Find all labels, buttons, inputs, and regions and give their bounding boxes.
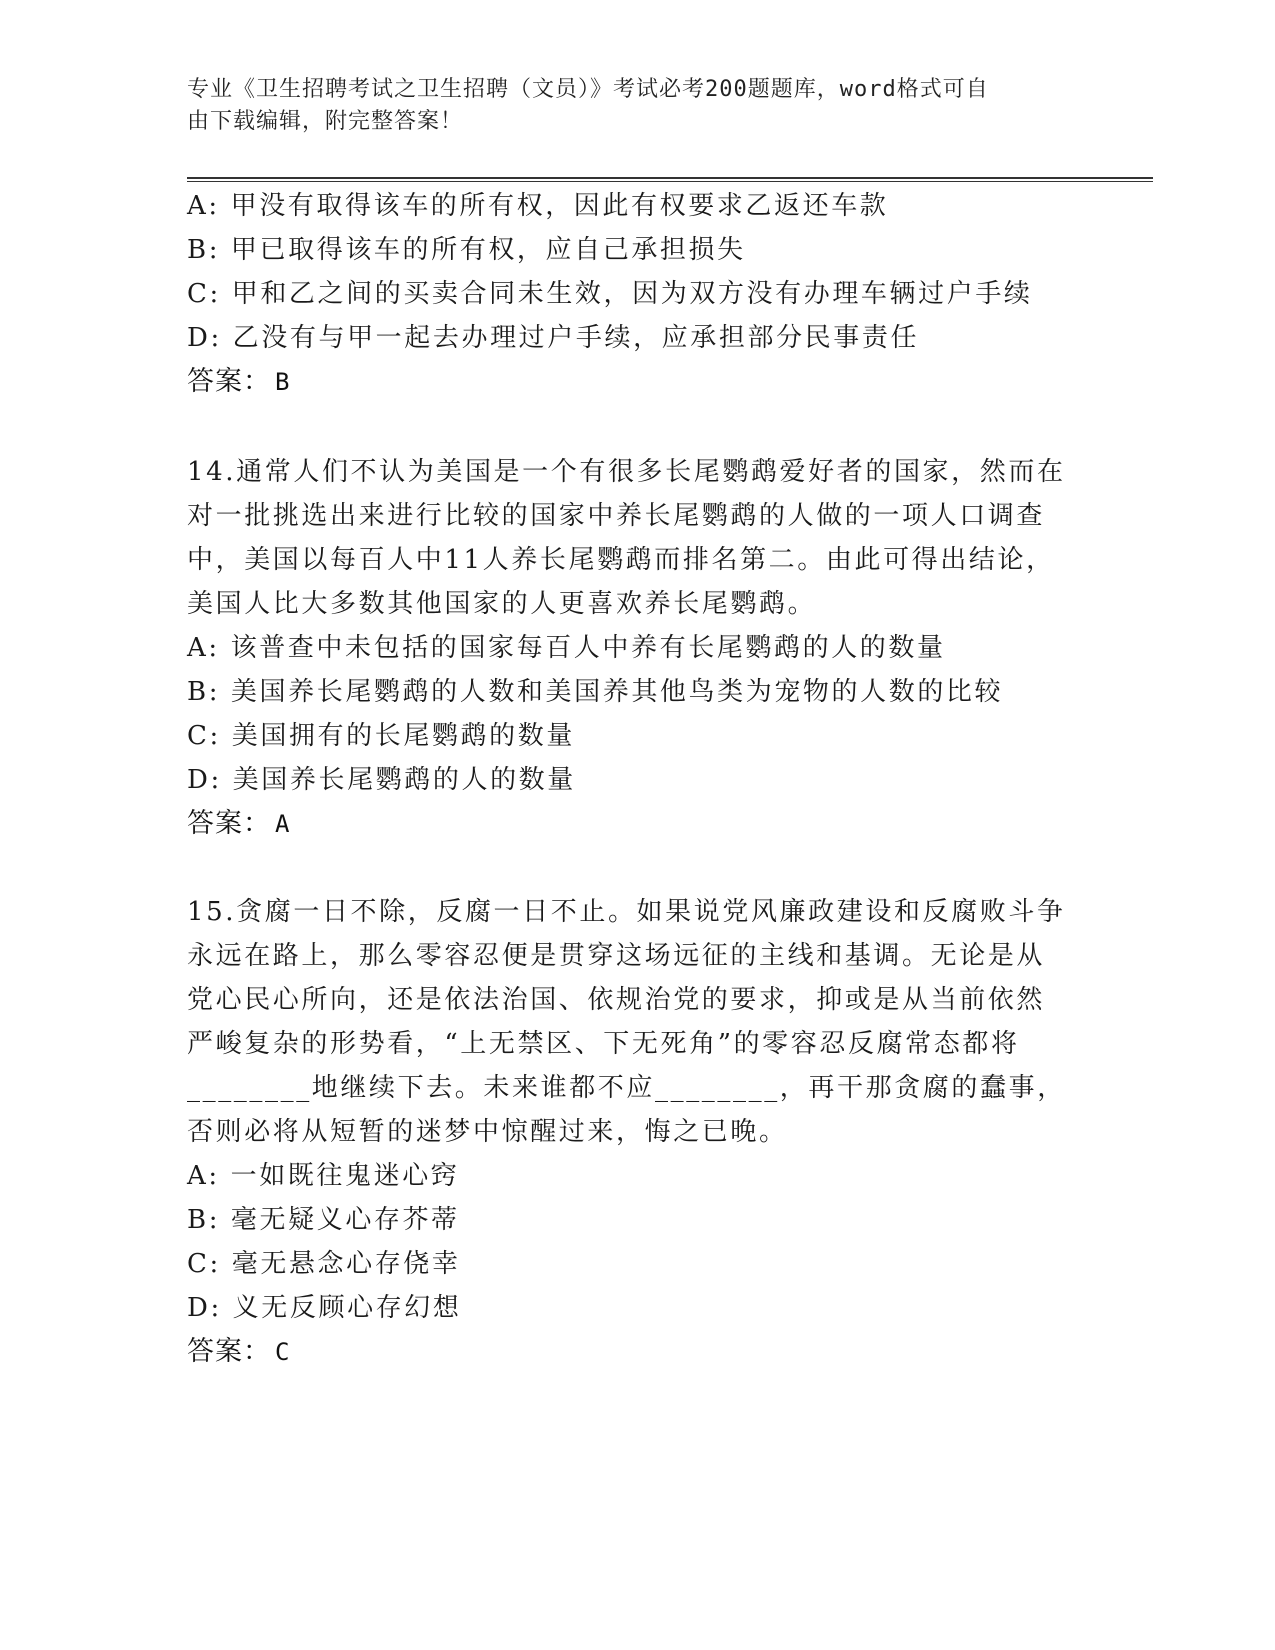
- q14-stem-line-2: 对一批挑选出来进行比较的国家中养长尾鹦鹉的人做的一项人口调查: [187, 501, 1046, 531]
- q15-stem-line-3: 党心民心所向，还是依法治国、依规治党的要求，抑或是从当前依然: [187, 985, 1046, 1015]
- q15-stem-line-5: ________地继续下去。未来谁都不应________，再干那贪腐的蠢事，: [187, 1073, 1066, 1103]
- q14-option-c: C: 美国拥有的长尾鹦鹉的数量: [187, 721, 575, 751]
- answer-value: C: [275, 1338, 291, 1366]
- header-divider: [187, 177, 1153, 179]
- q14-option-a: A: 该普查中未包括的国家每百人中养有长尾鹦鹉的人的数量: [187, 633, 946, 663]
- header-divider-thin: [187, 181, 1153, 182]
- q15-option-b: B: 毫无疑义心存芥蒂: [187, 1205, 460, 1235]
- header-line-2: 由下载编辑，附完整答案！: [187, 109, 464, 134]
- q14-answer: [187, 808, 290, 840]
- q15-option-d: D: 义无反顾心存幻想: [187, 1293, 462, 1323]
- q15-stem-line-4: 严峻复杂的形势看，“上无禁区、下无死角”的零容忍反腐常态都将: [187, 1029, 1020, 1059]
- q15-answer: [187, 1336, 290, 1368]
- q15-stem-line-2: 永远在路上，那么零容忍便是贯穿这场远征的主线和基调。无论是从: [187, 941, 1046, 971]
- q13-option-b: B: 甲已取得该车的所有权，应自己承担损失: [187, 235, 746, 265]
- q14-option-b: B: 美国养长尾鹦鹉的人数和美国养其他鸟类为宠物的人数的比较: [187, 677, 1004, 707]
- answer-value: A: [275, 810, 291, 838]
- answer-value: B: [275, 368, 291, 396]
- document-header: [187, 74, 1067, 138]
- answer-label: 答案：: [187, 366, 271, 397]
- q13-option-a: A: 甲没有取得该车的所有权，因此有权要求乙返还车款: [187, 191, 889, 221]
- q13-option-c: C: 甲和乙之间的买卖合同未生效，因为双方没有办理车辆过户手续: [187, 279, 1033, 309]
- q15-option-a: A: 一如既往鬼迷心窍: [187, 1161, 460, 1191]
- q13-option-d: D: 乙没有与甲一起去办理过户手续，应承担部分民事责任: [187, 323, 920, 353]
- answer-label: 答案：: [187, 1336, 271, 1367]
- answer-label: 答案：: [187, 808, 271, 839]
- q15-stem-line-6: 否则必将从短暂的迷梦中惊醒过来，悔之已晚。: [187, 1117, 788, 1147]
- q13-answer: [187, 366, 290, 398]
- q15-stem-line-1: 15.贪腐一日不除，反腐一日不止。如果说党风廉政建设和反腐败斗争: [187, 897, 1066, 927]
- q14-stem-line-3: 中，美国以每百人中11人养长尾鹦鹉而排名第二。由此可得出结论，: [187, 545, 1055, 575]
- q14-stem-line-4: 美国人比大多数其他国家的人更喜欢养长尾鹦鹉。: [187, 589, 817, 619]
- q15-option-c: C: 毫无悬念心存侥幸: [187, 1249, 461, 1279]
- header-line-1: 专业《卫生招聘考试之卫生招聘（文员）》考试必考200题题库，word格式可自: [187, 77, 989, 102]
- q14-option-d: D: 美国养长尾鹦鹉的人的数量: [187, 765, 576, 795]
- q14-stem-line-1: 14.通常人们不认为美国是一个有很多长尾鹦鹉爱好者的国家，然而在: [187, 457, 1066, 487]
